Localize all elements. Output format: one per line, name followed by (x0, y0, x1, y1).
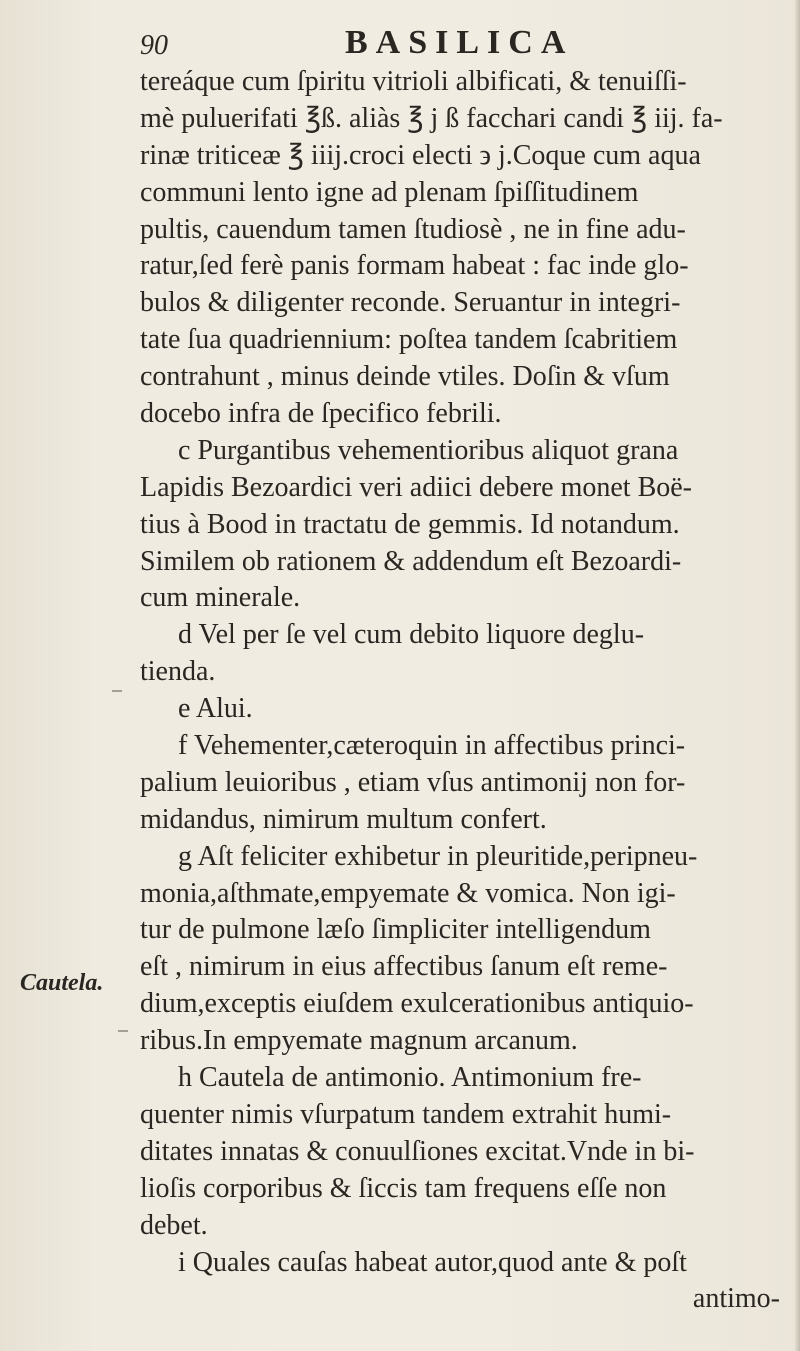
margin-note: Cautela. (20, 970, 104, 996)
text-line: cum minerale. (140, 582, 301, 614)
text-line: dium,exceptis eiuſdem exulcerationibus antiquio- (140, 988, 694, 1020)
text-line: tius à Bood in tractatu de gemmis. Id notandum. (140, 508, 680, 540)
running-title: BASILICA (345, 24, 574, 61)
text-line: debet. (140, 1209, 208, 1241)
text-line: midandus, nimirum multum confert. (140, 803, 547, 835)
text-line: communi lento igne ad plenam ſpiſſitudinem (140, 176, 639, 208)
text-line: lioſis corporibus & ſiccis tam frequens eſſe non (140, 1172, 667, 1204)
margin-tick-mark (118, 1030, 128, 1032)
text-line: quenter nimis vſurpatum tandem extrahit humi- (140, 1098, 672, 1130)
text-line: e Alui. (178, 693, 253, 725)
text-line: Similem ob rationem & addendum eſt Bezoardi- (140, 545, 682, 577)
text-line: h Cautela de antimonio. Antimonium fre- (178, 1062, 642, 1094)
page-edge-shadow (794, 0, 800, 1351)
text-line: docebo infra de ſpecifico febrili. (140, 398, 502, 430)
text-line: Lapidis Bezoardici veri adiici debere monet Boë- (140, 471, 693, 503)
text-line: pultis, cauendum tamen ſtudiosè , ne in fine adu- (140, 213, 686, 245)
text-line: i Quales cauſas habeat autor,quod ante & poſt (178, 1246, 687, 1278)
text-line: monia,aſthmate,empyemate & vomica. Non igi- (140, 877, 676, 909)
page-header (140, 24, 740, 64)
body-text (140, 64, 780, 1318)
text-line: ratur,ſed ferè panis formam habeat : fac inde glo- (140, 250, 689, 282)
text-line: antimo- (692, 1283, 780, 1315)
text-line: palium leuioribus , etiam vſus antimonij non for- (140, 766, 686, 798)
text-line: contrahunt , minus deinde vtiles. Doſin & vſum (140, 361, 670, 393)
text-line: tereáque cum ſpiritu vitrioli albificati, & tenuiſſi- (140, 66, 687, 97)
text-line: ribus.In empyemate magnum arcanum. (140, 1025, 578, 1057)
text-line: c Purgantibus vehementioribus aliquot grana (178, 434, 679, 466)
text-line: d Vel per ſe vel cum debito liquore deglu- (178, 619, 645, 651)
margin-tick-mark (112, 690, 122, 692)
text-line: eſt , nimirum in eius affectibus ſanum eſt reme- (140, 951, 668, 983)
text-line: rinæ triticeæ ℥ iiij.croci electi ϶ j.Coque cum aqua (140, 139, 701, 171)
text-line: tienda. (140, 656, 216, 688)
page-number: 90 (140, 30, 168, 61)
text-line: g Aſt feliciter exhibetur in pleuritide,peripneu- (178, 840, 698, 872)
text-line: tate ſua quadriennium: poſtea tandem ſcabritiem (140, 324, 678, 356)
text-line: mè puluerifati ℥ß. aliàs ℥ j ß facchari candi ℥ iij. fa- (140, 102, 723, 134)
text-line: ditates innatas & conuulſiones excitat.Vnde in bi- (140, 1135, 695, 1167)
text-line: tur de pulmone læſo ſimpliciter intelligendum (140, 914, 651, 946)
text-line: bulos & diligenter reconde. Seruantur in integri- (140, 287, 681, 319)
text-line: f Vehementer,cæteroquin in affectibus princi- (178, 730, 686, 762)
